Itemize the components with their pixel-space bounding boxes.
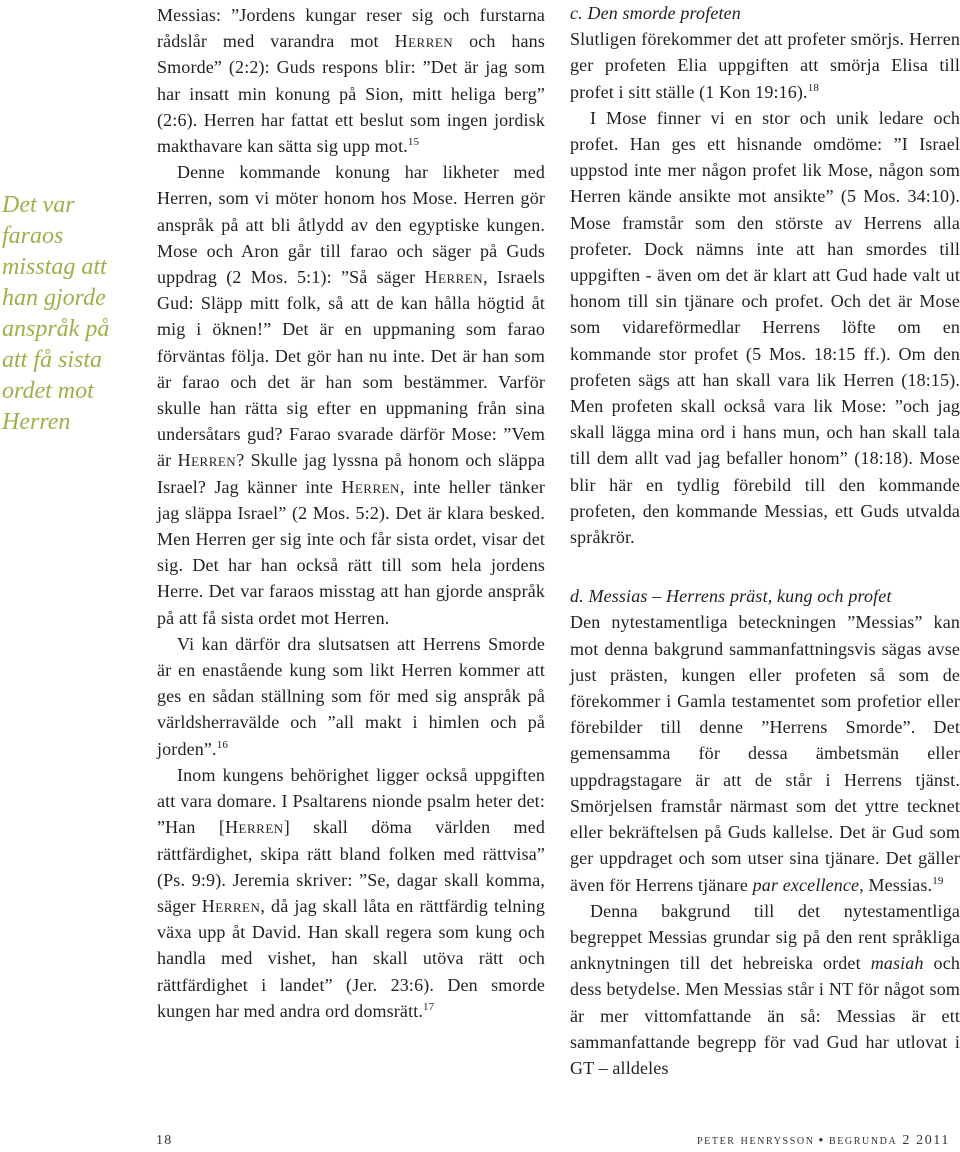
footnote-ref: 19 (932, 874, 944, 887)
paragraph: Denne kommande konung har likheter med Herren, som vi möter honom hos Mose. Herren gör anspråk på att bli åtlydd av den egyptiske kungen. Mose och Aron går till farao och säger på Guds uppdrag (2 Mos. 5:1): ”Så säger Herren, Israels Gud: Släpp mitt folk, så att de kan hålla högtid åt mig i öknen!” Det är en uppmaning som farao förväntas följa. Det gör han nu inte. Det är han som är farao och det är han som bestämmer. Varför skulle han rätta sig efter en uppmaning från sina undersåtars gud? Farao svarade därför Mose: ”Vem är Herren? Skulle jag lyssna på honom och släppa Israel? Jag känner inte Herren, inte heller tänker jag släppa Israel” (2 Mos. 5:2). Det är klara besked. Men Herren ger sig inte och får sista ordet, visar det sig. Det har han också rätt till som hela jordens Herre. Det var faraos misstag att han gjorde anspråk på att få sista ordet mot Herren. (157, 162, 546, 628)
left-column (157, 0, 545, 1024)
right-column (570, 0, 960, 1081)
pull-quote-text: Det var faraos misstag att han gjorde anspråk på att få sista ordet mot Herren (2, 192, 110, 435)
running-footer (697, 1133, 950, 1149)
journal-issue: begrunda 2 2011 (828, 1133, 950, 1148)
footnote-ref: 18 (807, 81, 820, 94)
author-name: peter henrysson (697, 1133, 815, 1148)
footnote-ref: 15 (407, 136, 420, 149)
footnote-ref: 16 (216, 738, 228, 751)
paragraph: Inom kungens behörighet ligger också uppgiften att vara domare. I Psaltarens nionde psalm heter det: ”Han [Herren] skall döma världen med rättfärdighet, skipa rätt bland folken med rättvisa” (Ps. 9:9). Jeremia skriver: ”Se, dagar skall komma, säger Herren, då jag skall låta en rättfärdig telning växa upp åt David. Han skall regera som kung och handla med vishet, han skall utöva rätt och rättfärdighet i landet” (Jer. 23:6). Den smorde kungen har med andra ord domsrätt.$^{17}$ (157, 764, 545, 1021)
paragraph: Vi kan därför dra slutsatsen att Herrens Smorde är en enastående kung som likt Herren kommer att ges en sådan ställning som för med sig anspråk på världsherravälde och ”all makt i himlen och på jorden”.$^{16}$ (157, 633, 545, 759)
paragraph: Den nytestamentliga beteckningen ”Messias” kan mot denna bakgrund sammanfattningsvis sägas avse just prästen, kungen eller profeten så som de förekommer i Gamla testamentet som profetior eller förebilder till denne ”Herrens Smorde”. Det gemensamma för dessa ämbetsmän eller uppdragstagare är att de står i Herrens tjänst. Smörjelsen framstår närmast som det yttre tecknet eller bekräftelsen på Guds kallelse. Det är Gud som ger uppdraget och som utser sina tjänare. Det gäller även för Herrens tjänare par excellence, Messias.$^{19}$ (570, 612, 960, 895)
section-heading: c. Den smorde profeten (570, 3, 741, 23)
paragraph: Messias: ”Jordens kungar reser sig och furstarna rådslår med varandra mot Herren och hans Smorde” (2:2): Guds respons blir: ”Det är jag som har insatt min konung på Sion, mitt heliga berg” (2:6). Herren har fattat ett beslut som ingen jordisk makthavare kan sätta sig upp mot.$^{15}$ (157, 5, 545, 157)
paragraph: Slutligen förekommer det att profeter smörjs. Herren ger profeten Elia uppgiften att smörja Elisa till profet i sitt ställe (1 Kon 19:16).$^{18}$ (570, 29, 960, 102)
pull-quote (2, 190, 132, 438)
section-heading: d. Messias – Herrens präst, kung och profet (570, 586, 892, 607)
paragraph: I Mose finner vi en stor och unik ledare och profet. Han ges ett hisnande omdöme: ”I Israel uppstod inte mer någon profet lik Mose, någon som Herren kände ansikte mot ansikte” (5 Mos. 34:10). Mose framstår som den störste av Herrens alla profeter. Dock nämns inte att han smordes till uppgiften - även om det är klart att Gud hade valt ut honom till sin tjänare och profet. Och det är Mose som vidareförmedlar Herrens löfte om en kommande stor profet (5 Mos. 18:15 ff.). Om den profeten sägs att han skall vara lik Herren (18:15). Men profeten skall också vara lik Mose: ”och jag skall lägga mina ord i hans mun, och han skall tala till dem allt vad jag befaller honom” (18:18). Mose blir här en tydlig förebild till den kommande profeten, den kommande Messias, ett Guds utvalda språkrör. (570, 107, 960, 548)
footnote-ref: 17 (423, 1000, 435, 1013)
paragraph: Denna bakgrund till det nytestamentliga begreppet Messias grundar sig på den rent språkliga anknytningen till det hebreiska ordet masiah och dess betydelse. Men Messias står i NT för något som är mer vittomfattande än så: Messias är ett sammanfattande begrepp för vad Gud har utlovat i GT – alldeles (570, 900, 960, 1078)
page-number: 18 (156, 1133, 173, 1148)
bullet-separator: ● (818, 1135, 825, 1144)
